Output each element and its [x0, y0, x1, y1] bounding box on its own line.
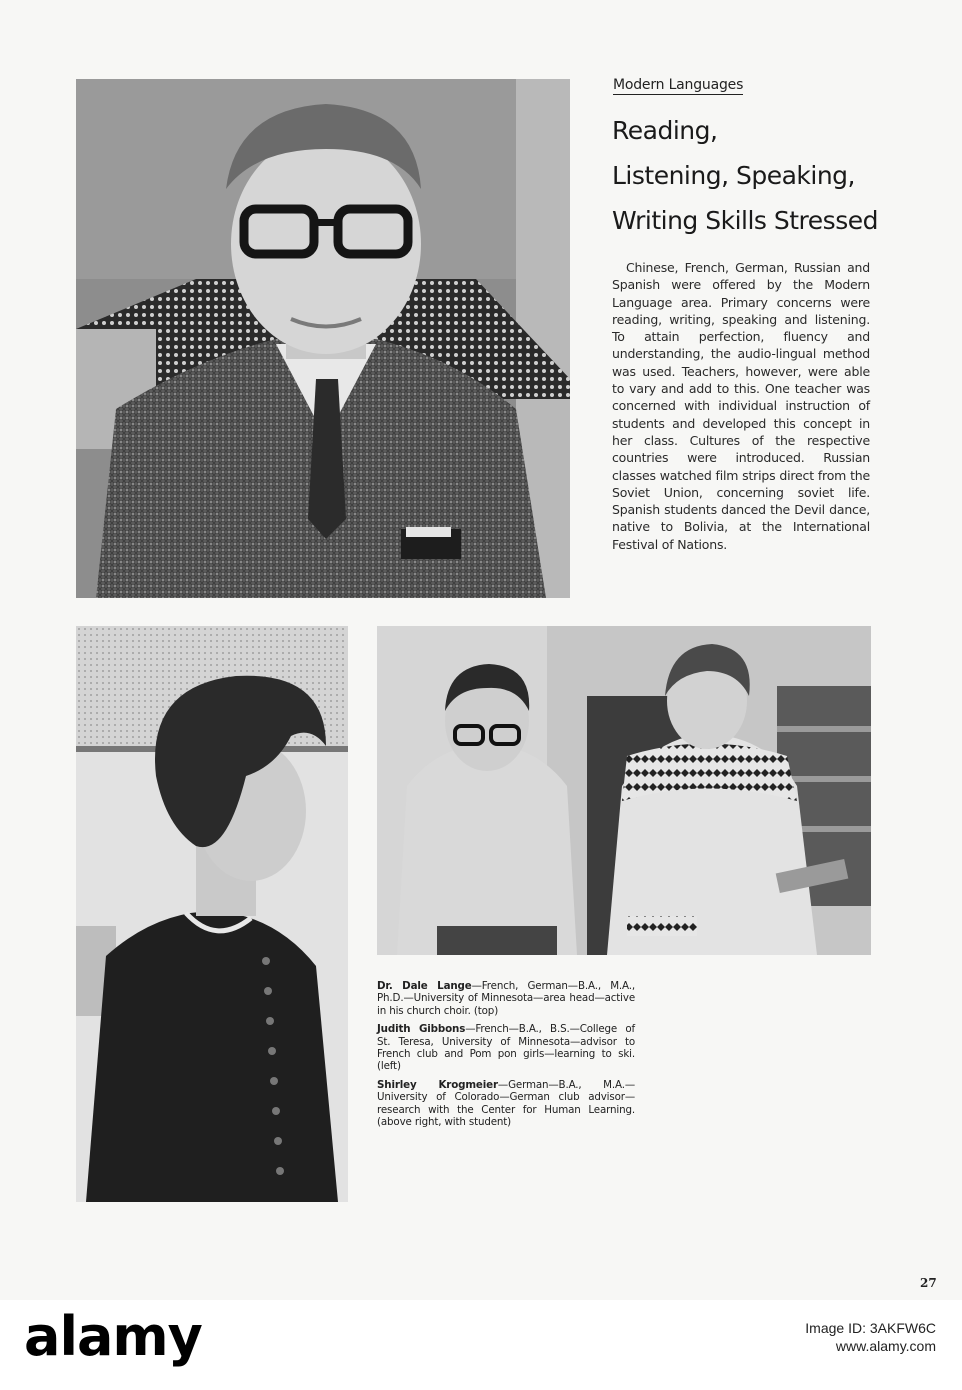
- photo-shirley-krogmeier: [377, 626, 871, 955]
- page-number: 27: [920, 1276, 937, 1290]
- caption-text: —French, German—B.A., M.A., Ph.D.—University of Minnesota—area head—active in his church choir. (top): [377, 980, 636, 1017]
- alamy-logo: alamy: [24, 1305, 202, 1368]
- caption-text: —French—B.A., B.S.—College of St. Teresa, University of Minnesota—advisor to French club and Pom pon girls—learning to ski. (left): [377, 1023, 635, 1073]
- caption-dale-lange: [377, 980, 635, 1017]
- image-id-label: Image ID: 3AKFW6C: [805, 1320, 936, 1336]
- headline-line-2: Listening, Speaking,: [612, 161, 856, 190]
- photo-judith-gibbons: [76, 626, 348, 1202]
- caption-text: —German—B.A., M.A.—University of Colorado—German club advisor—research with the Center for Human Learning. (above right, with student): [377, 1078, 635, 1129]
- site-url: www.alamy.com: [835, 1338, 936, 1354]
- caption-shirley-krogmeier: [377, 1079, 635, 1129]
- image-id-block: [805, 1319, 936, 1355]
- headline-line-1: Reading,: [612, 116, 718, 145]
- headline-line-3: Writing Skills Stressed: [612, 206, 878, 235]
- caption-name: Shirley Krogmeier: [377, 1078, 498, 1091]
- article-body: Chinese, French, German, Russian and Spanish were offered by the Modern Language area. Primary concerns were reading, writing, speaking and listening. To attain perfection, fluency and understanding, the audio-lingual method was used. Teachers, however, were able to vary and add to this. One teacher was concerned with individual instruction of students and developed this concept in her class. Cultures of the respective countries were introduced. Russian classes watched film strips direct from the Soviet Union, concerning soviet life. Spanish students danced the Devil dance, native to Bolivia, at the International Festival of Nations.: [612, 260, 870, 552]
- photo-dale-lange: [76, 79, 570, 598]
- caption-name: Dr. Dale Lange: [377, 980, 472, 992]
- photo-captions: [377, 980, 635, 1134]
- caption-judith-gibbons: [377, 1023, 635, 1073]
- caption-name: Judith Gibbons: [377, 1023, 466, 1036]
- section-label: Modern Languages: [613, 77, 744, 93]
- headline: [612, 108, 912, 243]
